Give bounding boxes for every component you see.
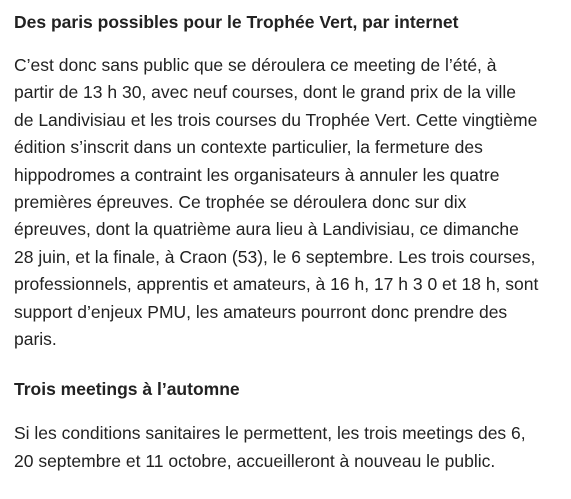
paragraph-line: premières épreuves. Ce trophée se déroulera donc sur dix xyxy=(14,191,467,212)
section-paragraph-automne xyxy=(14,419,526,475)
paragraph-line: 28 juin, et la finale, à Craon (53), le 6 septembre. Les trois courses, xyxy=(14,246,536,267)
paragraph-line: C’est donc sans public que se déroulera ce meeting de l’été, à xyxy=(14,55,497,75)
paragraph-line: Si les conditions sanitaires le permettent, les trois meetings des 6, xyxy=(14,423,526,443)
paragraph-line: 20 septembre et 11 octobre, accueilleront à nouveau le public. xyxy=(14,451,496,471)
paragraph-line: de Landivisiau et les trois courses du Trophée Vert. Cette vingtième xyxy=(14,109,538,130)
paragraph-line: édition s’inscrit dans un contexte particulier, la fermeture des xyxy=(14,137,483,158)
paragraph-line: partir de 13 h 30, avec neuf courses, dont le grand prix de la ville xyxy=(14,82,516,103)
section-paragraph-trophee-vert xyxy=(14,52,538,353)
paragraph-line: hippodromes a contraint les organisateurs à annuler les quatre xyxy=(14,164,500,185)
section-heading-automne: Trois meetings à l’automne xyxy=(14,379,240,399)
section-heading-trophee-vert: Des paris possibles pour le Trophée Vert, par internet xyxy=(14,12,459,32)
paragraph-line: épreuves, dont la quatrième aura lieu à Landivisiau, ce dimanche xyxy=(14,219,519,240)
paragraph-line: support d’enjeux PMU, les amateurs pourront donc prendre des xyxy=(14,301,508,322)
paragraph-line: professionnels, apprentis et amateurs, à 16 h, 17 h 3 0 et 18 h, sont xyxy=(14,274,539,295)
paragraph-line: paris. xyxy=(14,328,57,349)
